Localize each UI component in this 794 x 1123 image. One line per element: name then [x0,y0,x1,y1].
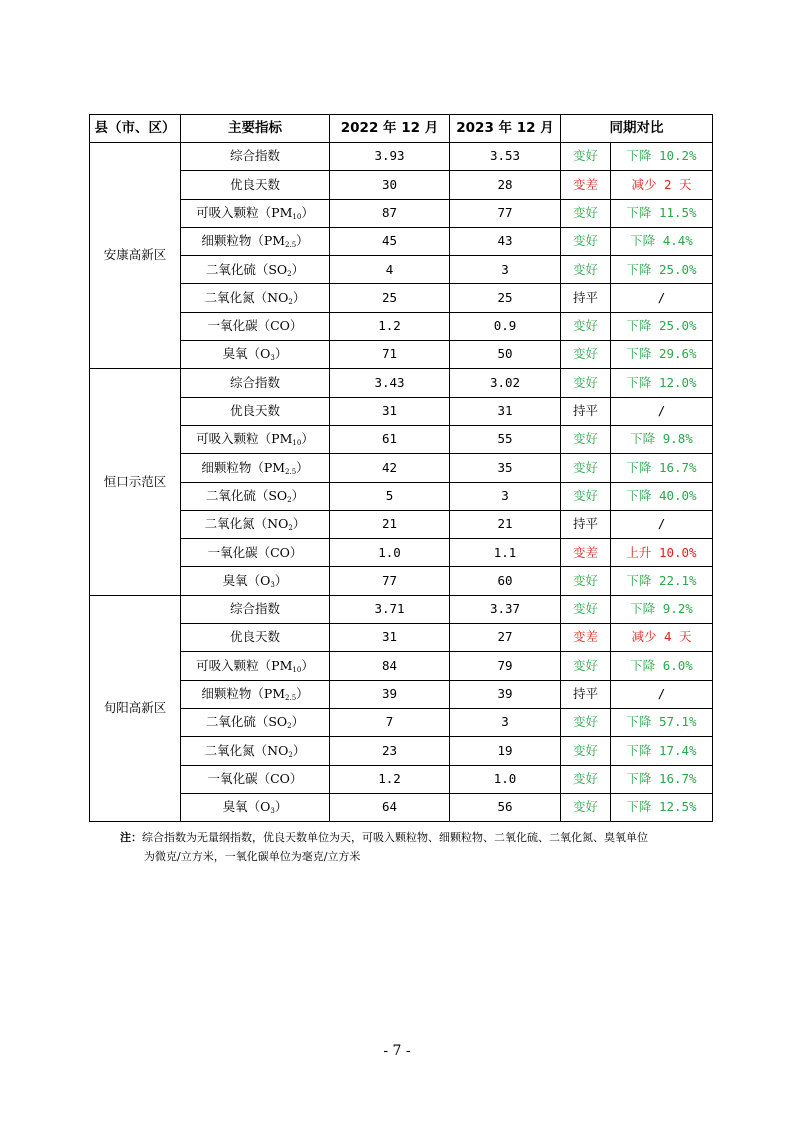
value-2022-cell: 77 [330,567,450,595]
trend-cell: 变好 [561,737,611,765]
trend-cell: 持平 [561,284,611,312]
value-2022-cell: 3.93 [330,143,450,171]
indicator-cell [181,454,330,482]
indicator-cell [181,595,330,623]
value-2022-cell: 87 [330,199,450,227]
change-cell: 下降 22.1% [611,567,713,595]
indicator-subscript: 10 [292,665,302,674]
indicator-suffix: ） [292,289,306,305]
table-row [90,680,713,708]
indicator-cell [181,765,330,793]
table-row [90,652,713,680]
indicator-subscript: 2.5 [285,241,297,250]
indicator-name: 臭氧（O [222,572,271,588]
trend-cell: 持平 [561,680,611,708]
change-cell: 下降 12.0% [611,369,713,397]
indicator-name: 一氧化碳（CO） [207,770,303,786]
change-cell: 下降 57.1% [611,708,713,736]
change-cell: 下降 12.5% [611,793,713,821]
value-2023-cell: 19 [450,737,561,765]
indicator-name: 可吸入颗粒（PM [196,204,293,220]
change-cell: 下降 17.4% [611,737,713,765]
value-2023-cell: 55 [450,425,561,453]
table-row [90,199,713,227]
indicator-name: 二氧化氮（NO [204,289,289,305]
table-row [90,454,713,482]
footnote [120,828,710,866]
indicator-name: 综合指数 [229,374,280,390]
table-row [90,482,713,510]
value-2023-cell: 77 [450,199,561,227]
trend-cell: 变差 [561,539,611,567]
indicator-name: 二氧化氮（NO [204,742,289,758]
indicator-subscript: 3 [270,807,275,816]
trend-cell: 变好 [561,425,611,453]
trend-cell: 变好 [561,227,611,255]
change-cell: / [611,680,713,708]
trend-cell: 持平 [561,510,611,538]
value-2022-cell: 5 [330,482,450,510]
change-cell: 下降 11.5% [611,199,713,227]
table-row [90,256,713,284]
value-2022-cell: 31 [330,624,450,652]
indicator-cell [181,171,330,199]
indicator-cell [181,227,330,255]
table-row [90,369,713,397]
trend-cell: 变差 [561,624,611,652]
table-row [90,765,713,793]
value-2022-cell: 30 [330,171,450,199]
indicator-cell [181,624,330,652]
indicator-subscript: 2.5 [285,467,297,476]
value-2023-cell: 3.53 [450,143,561,171]
value-2023-cell: 79 [450,652,561,680]
indicator-cell [181,708,330,736]
indicator-name: 二氧化氮（NO [204,516,289,532]
indicator-name: 细颗粒物（PM [201,686,286,702]
change-cell: 下降 4.4% [611,227,713,255]
indicator-suffix: ） [292,742,306,758]
change-cell: 下降 25.0% [611,256,713,284]
indicator-name: 综合指数 [229,601,280,617]
change-cell: / [611,284,713,312]
indicator-cell [181,256,330,284]
table-row [90,171,713,199]
indicator-suffix: ） [301,431,314,447]
table-row [90,595,713,623]
district-cell: 安康高新区 [90,143,181,369]
indicator-subscript: 2 [287,495,292,504]
indicator-cell [181,284,330,312]
indicator-suffix: ） [292,516,306,532]
change-cell: 下降 40.0% [611,482,713,510]
indicator-suffix: ） [274,572,288,588]
indicator-subscript: 2 [287,722,292,731]
value-2022-cell: 45 [330,227,450,255]
indicator-subscript: 2 [288,297,293,306]
table-row [90,143,713,171]
value-2022-cell: 31 [330,397,450,425]
indicator-name: 优良天数 [229,629,280,645]
indicator-name: 综合指数 [229,148,280,164]
indicator-cell [181,369,330,397]
change-cell: / [611,397,713,425]
indicator-name: 一氧化碳（CO） [207,544,303,560]
trend-cell: 变好 [561,143,611,171]
value-2023-cell: 27 [450,624,561,652]
trend-cell: 变好 [561,708,611,736]
indicator-suffix: ） [274,346,288,362]
value-2023-cell: 21 [450,510,561,538]
indicator-suffix: ） [301,204,314,220]
value-2022-cell: 1.2 [330,765,450,793]
change-cell: 下降 16.7% [611,765,713,793]
value-2023-cell: 1.1 [450,539,561,567]
indicator-subscript: 2.5 [285,694,297,703]
value-2023-cell: 43 [450,227,561,255]
indicator-suffix: ） [274,799,288,815]
value-2022-cell: 1.0 [330,539,450,567]
indicator-name: 细颗粒物（PM [201,233,286,249]
indicator-name: 臭氧（O [222,799,271,815]
indicator-suffix: ） [296,233,309,249]
value-2022-cell: 1.2 [330,312,450,340]
value-2022-cell: 42 [330,454,450,482]
table-row [90,567,713,595]
indicator-suffix: ） [301,657,314,673]
indicator-suffix: ） [291,714,305,730]
value-2023-cell: 3.37 [450,595,561,623]
indicator-cell [181,793,330,821]
indicator-cell [181,510,330,538]
table-row [90,397,713,425]
table-row [90,425,713,453]
indicator-cell [181,680,330,708]
indicator-cell [181,737,330,765]
district-cell: 旬阳高新区 [90,595,181,821]
value-2023-cell: 60 [450,567,561,595]
value-2023-cell: 3 [450,256,561,284]
trend-cell: 持平 [561,397,611,425]
value-2023-cell: 0.9 [450,312,561,340]
indicator-name: 可吸入颗粒（PM [196,431,293,447]
value-2022-cell: 23 [330,737,450,765]
indicator-subscript: 3 [270,354,275,363]
value-2023-cell: 50 [450,341,561,369]
value-2022-cell: 61 [330,425,450,453]
value-2022-cell: 4 [330,256,450,284]
value-2022-cell: 25 [330,284,450,312]
value-2023-cell: 31 [450,397,561,425]
indicator-suffix: ） [291,261,305,277]
indicator-name: 优良天数 [229,176,280,192]
change-cell: 下降 16.7% [611,454,713,482]
indicator-cell [181,199,330,227]
change-cell: 减少 2 天 [611,171,713,199]
indicator-name: 细颗粒物（PM [201,459,286,475]
value-2022-cell: 64 [330,793,450,821]
indicator-suffix: ） [291,487,305,503]
indicator-cell [181,539,330,567]
value-2022-cell: 84 [330,652,450,680]
air-quality-table [89,114,713,822]
value-2023-cell: 28 [450,171,561,199]
value-2022-cell: 7 [330,708,450,736]
value-2023-cell: 35 [450,454,561,482]
table-row [90,341,713,369]
indicator-subscript: 10 [292,439,302,448]
header-district: 县（市、区） [90,115,181,143]
table-row [90,708,713,736]
footnote-line-1: 综合指数为无量纲指数，优良天数单位为天，可吸入颗粒物、细颗粒物、二氧化硫、二氧化氮、臭氧单位 [142,831,648,844]
change-cell: / [611,510,713,538]
table-row [90,284,713,312]
indicator-cell [181,425,330,453]
indicator-name: 二氧化硫（SO [205,714,288,730]
indicator-cell [181,482,330,510]
indicator-subscript: 3 [270,580,275,589]
value-2022-cell: 39 [330,680,450,708]
trend-cell: 变好 [561,765,611,793]
indicator-cell [181,312,330,340]
indicator-suffix: ） [296,686,309,702]
indicator-cell [181,397,330,425]
change-cell: 上升 10.0% [611,539,713,567]
indicator-subscript: 10 [292,212,302,221]
value-2023-cell: 1.0 [450,765,561,793]
value-2022-cell: 71 [330,341,450,369]
indicator-suffix: ） [296,459,309,475]
trend-cell: 变好 [561,793,611,821]
district-cell: 恒口示范区 [90,369,181,595]
indicator-subscript: 2 [288,750,293,759]
indicator-name: 臭氧（O [222,346,271,362]
indicator-cell [181,341,330,369]
trend-cell: 变好 [561,312,611,340]
indicator-name: 一氧化碳（CO） [207,318,303,334]
table-row [90,312,713,340]
change-cell: 下降 9.8% [611,425,713,453]
value-2023-cell: 3 [450,708,561,736]
trend-cell: 变好 [561,256,611,284]
indicator-cell [181,652,330,680]
page-number: - 7 - [383,1043,411,1059]
value-2022-cell: 3.43 [330,369,450,397]
change-cell: 减少 4 天 [611,624,713,652]
header-2023: 2023 年 12 月 [450,115,561,143]
indicator-subscript: 2 [287,269,292,278]
trend-cell: 变好 [561,595,611,623]
indicator-name: 二氧化硫（SO [205,487,288,503]
table-row [90,737,713,765]
table-row [90,624,713,652]
trend-cell: 变好 [561,454,611,482]
trend-cell: 变好 [561,567,611,595]
trend-cell: 变差 [561,171,611,199]
footnote-line-2: 为微克/立方米，一氧化碳单位为毫克/立方米 [144,850,361,863]
header-2022: 2022 年 12 月 [330,115,450,143]
value-2023-cell: 39 [450,680,561,708]
table-row [90,510,713,538]
footnote-label: 注： [120,831,142,844]
trend-cell: 变好 [561,369,611,397]
change-cell: 下降 25.0% [611,312,713,340]
change-cell: 下降 10.2% [611,143,713,171]
trend-cell: 变好 [561,341,611,369]
indicator-cell [181,143,330,171]
trend-cell: 变好 [561,652,611,680]
trend-cell: 变好 [561,482,611,510]
header-comparison: 同期对比 [561,115,713,143]
value-2023-cell: 25 [450,284,561,312]
indicator-name: 优良天数 [229,403,280,419]
value-2023-cell: 3.02 [450,369,561,397]
table-row [90,793,713,821]
table-row [90,539,713,567]
trend-cell: 变好 [561,199,611,227]
value-2023-cell: 3 [450,482,561,510]
table-header-row [90,115,713,143]
value-2022-cell: 21 [330,510,450,538]
change-cell: 下降 29.6% [611,341,713,369]
indicator-name: 可吸入颗粒（PM [196,657,293,673]
header-indicator: 主要指标 [181,115,330,143]
indicator-subscript: 2 [288,524,293,533]
value-2023-cell: 56 [450,793,561,821]
value-2022-cell: 3.71 [330,595,450,623]
indicator-cell [181,567,330,595]
change-cell: 下降 6.0% [611,652,713,680]
change-cell: 下降 9.2% [611,595,713,623]
table-row [90,227,713,255]
indicator-name: 二氧化硫（SO [205,261,288,277]
table-body [90,143,713,822]
